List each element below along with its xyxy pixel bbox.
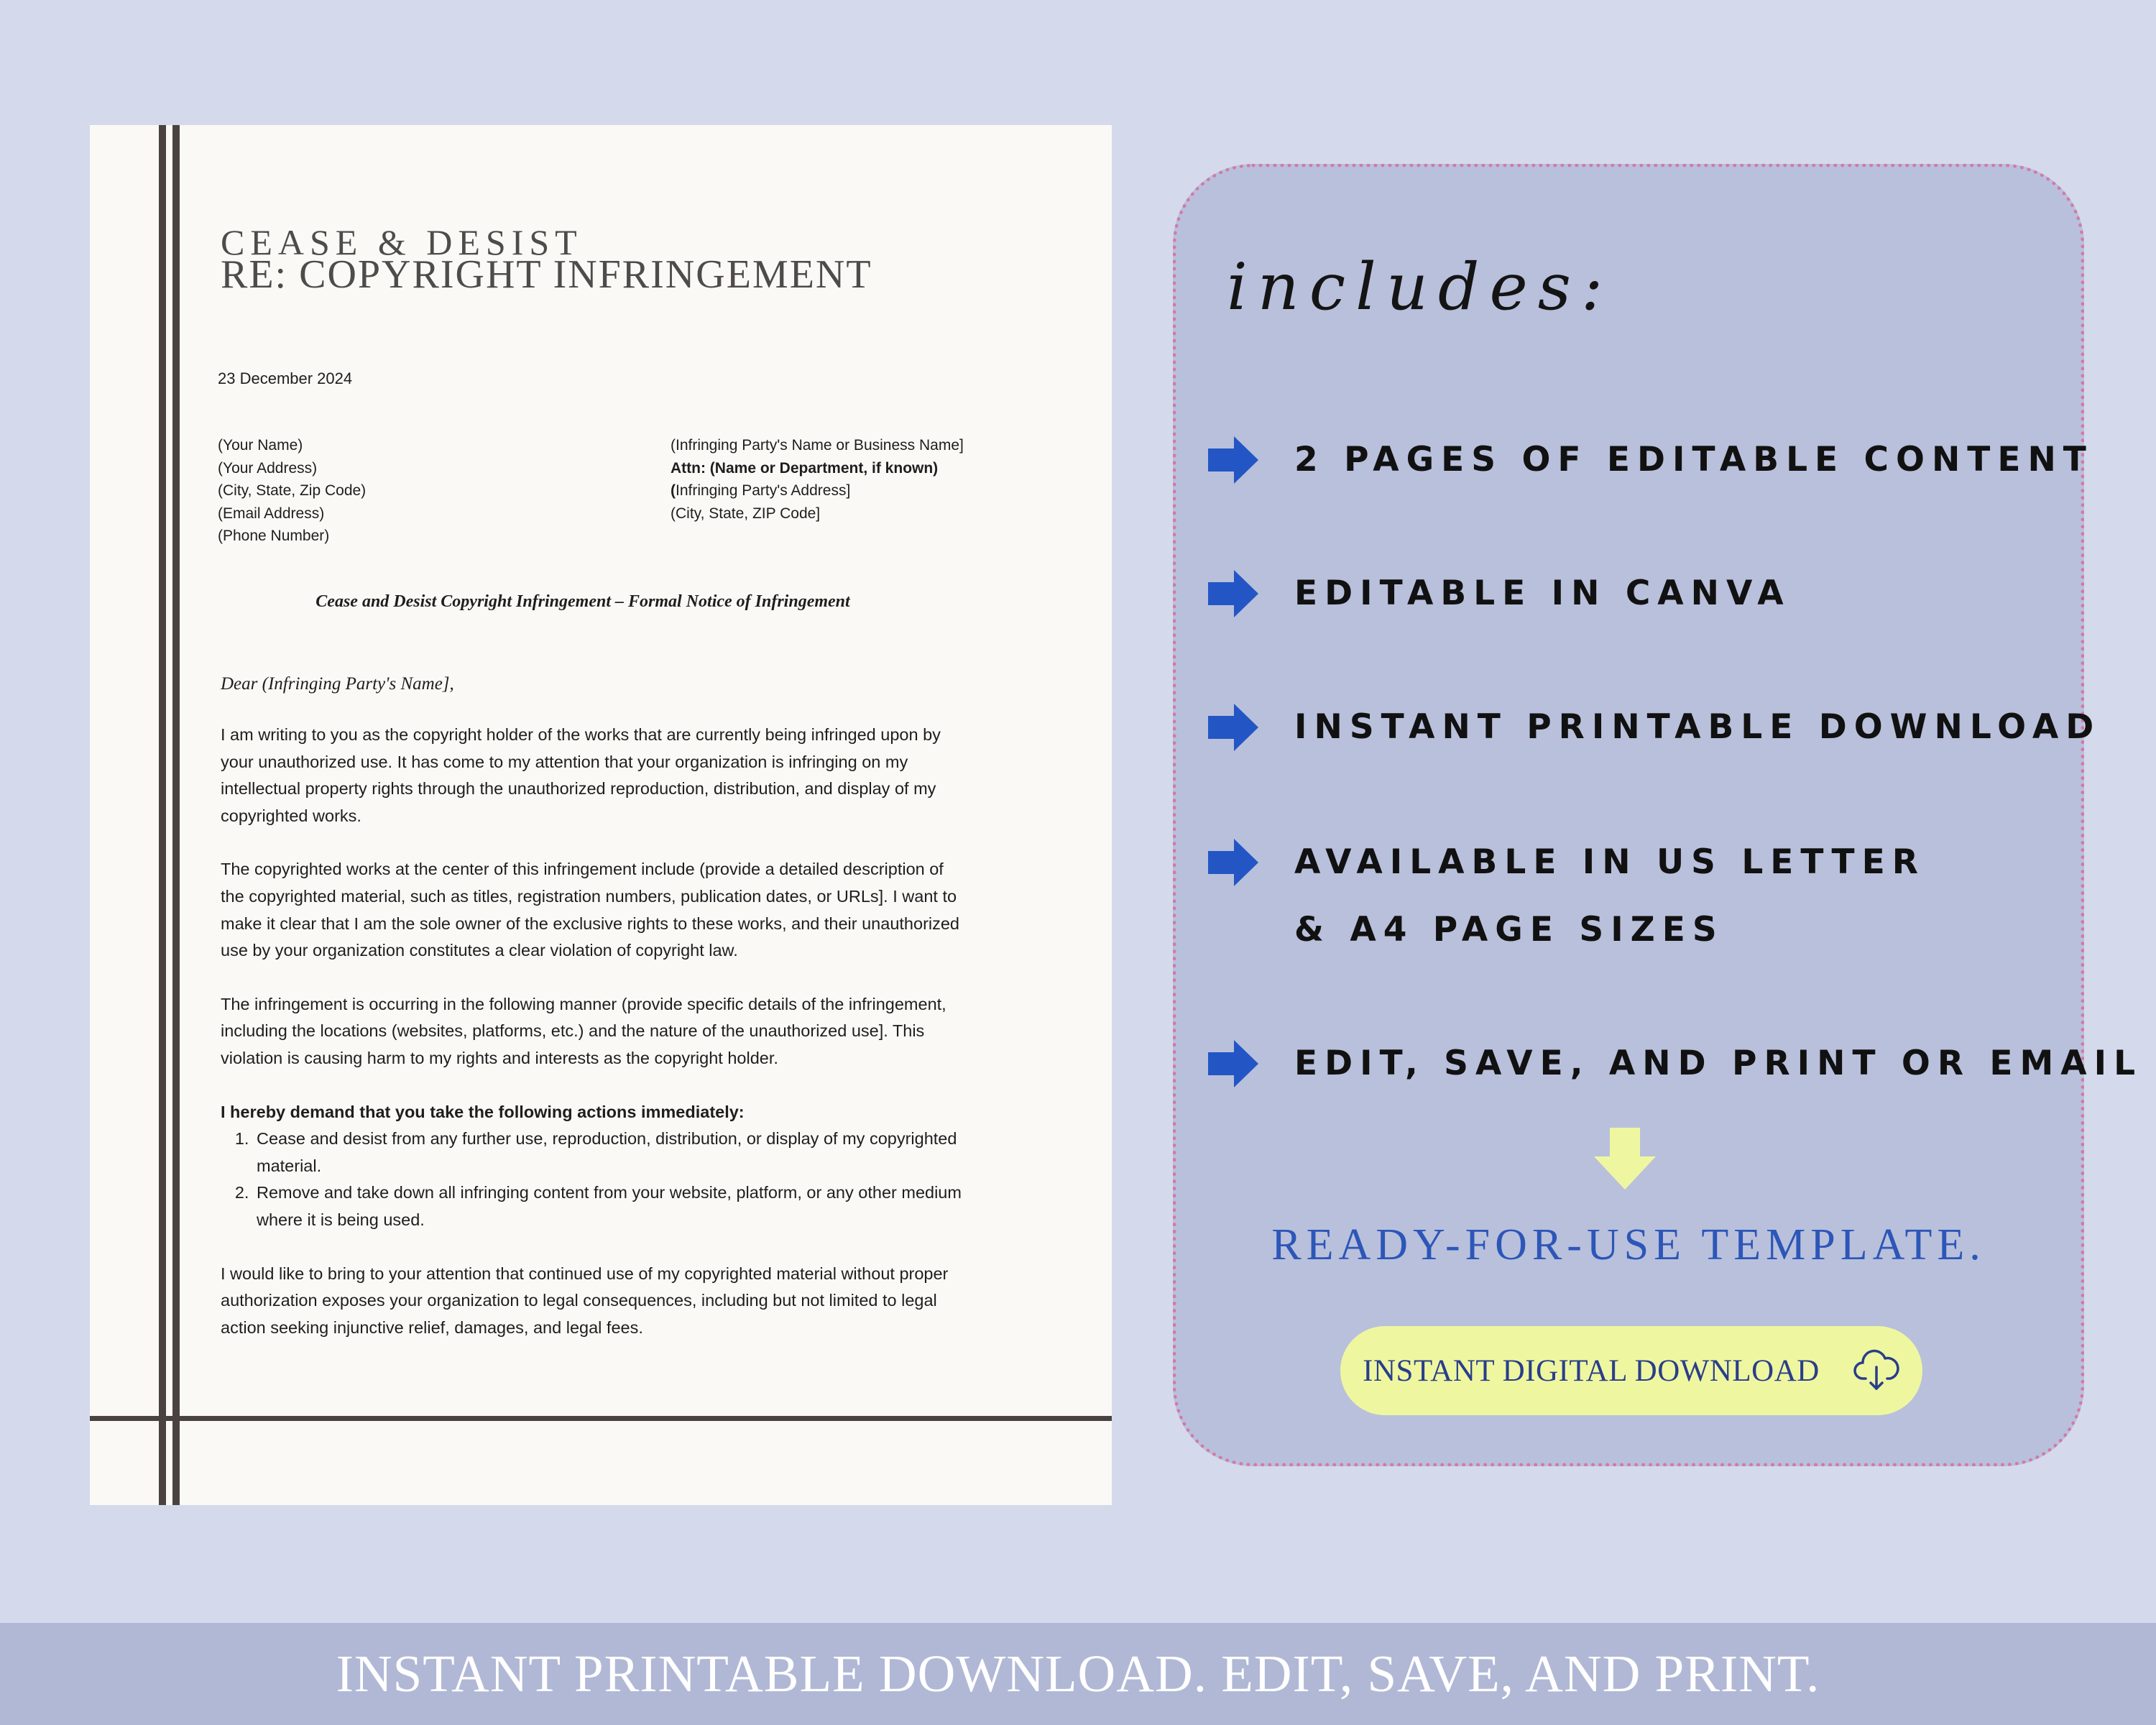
recipient-address-block [671, 434, 964, 525]
sender-line: (Email Address) [218, 505, 325, 522]
letter-salutation: Dear (Infringing Party's Name], [221, 674, 454, 694]
letter-heading-line2: RE: COPYRIGHT INFRINGEMENT [221, 252, 872, 297]
feature-label: EDIT, SAVE, AND PRINT OR EMAIL [1294, 1044, 2143, 1083]
letter-paragraph: I am writing to you as the copyright holder of the works that are currently being infringed upon by your unauthorized use. It has come to my attention that your organization is infringing on my intellectual property rights through the unauthorized reproduction, distribution, and display of my copyrighted works. [221, 725, 941, 825]
letter-vertical-rule-1 [159, 125, 166, 1505]
recipient-line: (Infringing Party's Name or Business Name] [671, 437, 964, 454]
feature-label: 2 PAGES OF EDITABLE CONTENT [1294, 440, 2093, 479]
sender-line: (Your Name) [218, 437, 303, 454]
recipient-line [671, 479, 964, 502]
feature-item [1208, 1040, 2142, 1098]
letter-demand-item: 2. Remove and take down all infringing content from your website, platform, or any other medium where it is being used. [254, 1179, 968, 1233]
recipient-line3-bold: ( [671, 482, 676, 499]
letter-heading-line1: CEASE & DESIST [221, 222, 583, 262]
footer-text: INSTANT PRINTABLE DOWNLOAD. EDIT, SAVE, AND PRINT. [336, 1644, 1820, 1703]
letter-closing-paragraph: I would like to bring to your attention that continued use of my copyrighted material without proper authorization exposes your organization to legal consequences, including but not limited to legal action seeking injunctive relief, damages, and legal fees. [221, 1264, 949, 1337]
cloud-download-icon [1853, 1347, 1900, 1394]
arrow-right-icon [1208, 839, 1258, 886]
feature-item [1208, 570, 1791, 627]
letter-subject: Cease and Desist Copyright Infringement – Formal Notice of Infringement [315, 592, 850, 611]
feature-label [1294, 829, 1925, 964]
download-button-label: INSTANT DIGITAL DOWNLOAD [1363, 1353, 1820, 1388]
recipient-line3-text: Infringing Party's Address] [676, 482, 851, 499]
sender-address-block [218, 434, 366, 548]
letter-body [221, 722, 968, 1368]
feature-label: INSTANT PRINTABLE DOWNLOAD [1294, 707, 2101, 747]
letter-demand-item: 1. Cease and desist from any further use, reproduction, distribution, or display of my copyrighted material. [254, 1126, 968, 1179]
feature-item [1208, 704, 2101, 761]
sender-line: (City, State, Zip Code) [218, 482, 367, 499]
arrow-down-icon [1594, 1128, 1656, 1190]
includes-title: includes: [1227, 249, 1613, 325]
feature-item [1208, 839, 1925, 964]
recipient-line: (City, State, ZIP Code] [671, 505, 821, 522]
instant-download-button[interactable] [1340, 1326, 1922, 1415]
sender-line: (Your Address) [218, 459, 318, 477]
ready-tagline: READY-FOR-USE TEMPLATE. [1271, 1220, 1986, 1269]
letter-date: 23 December 2024 [218, 369, 353, 387]
arrow-right-icon [1208, 570, 1258, 617]
letter-demand-list [221, 1126, 968, 1233]
footer-strip [0, 1623, 2156, 1725]
arrow-right-icon [1208, 1040, 1258, 1087]
letter-paragraph: The copyrighted works at the center of this infringement include (provide a detailed description of the copyrighted material, such as titles, registration numbers, publication dates, or URLs]. I want to make it clear that I am the sole owner of the exclusive rights to these works, and their unauthorized use by your organization constitutes a clear violation of copyright law. [221, 860, 959, 960]
includes-card [1173, 164, 2143, 1466]
letter-preview [90, 125, 1112, 1505]
feature-label: EDITABLE IN CANVA [1294, 574, 1791, 613]
recipient-attn: Attn: (Name or Department, if known) [671, 459, 939, 477]
letter-paragraph: The infringement is occurring in the following manner (provide specific details of the infringement, including the locations (websites, platforms, etc.) and the nature of the unauthorized use]. This violation is causing harm to my rights and interests as the copyright holder. [221, 994, 946, 1067]
arrow-right-icon [1208, 436, 1258, 484]
sender-line: (Phone Number) [218, 528, 330, 544]
feature-label-line1: AVAILABLE IN US LETTER [1294, 842, 1925, 882]
feature-label-line2: & A4 PAGE SIZES [1294, 910, 1724, 949]
letter-horizontal-rule [90, 1416, 1112, 1421]
letter-demand-heading: I hereby demand that you take the following actions immediately: [221, 1102, 745, 1121]
letter-vertical-rule-2 [172, 125, 180, 1505]
arrow-right-icon [1208, 704, 1258, 751]
feature-item [1208, 436, 2093, 494]
